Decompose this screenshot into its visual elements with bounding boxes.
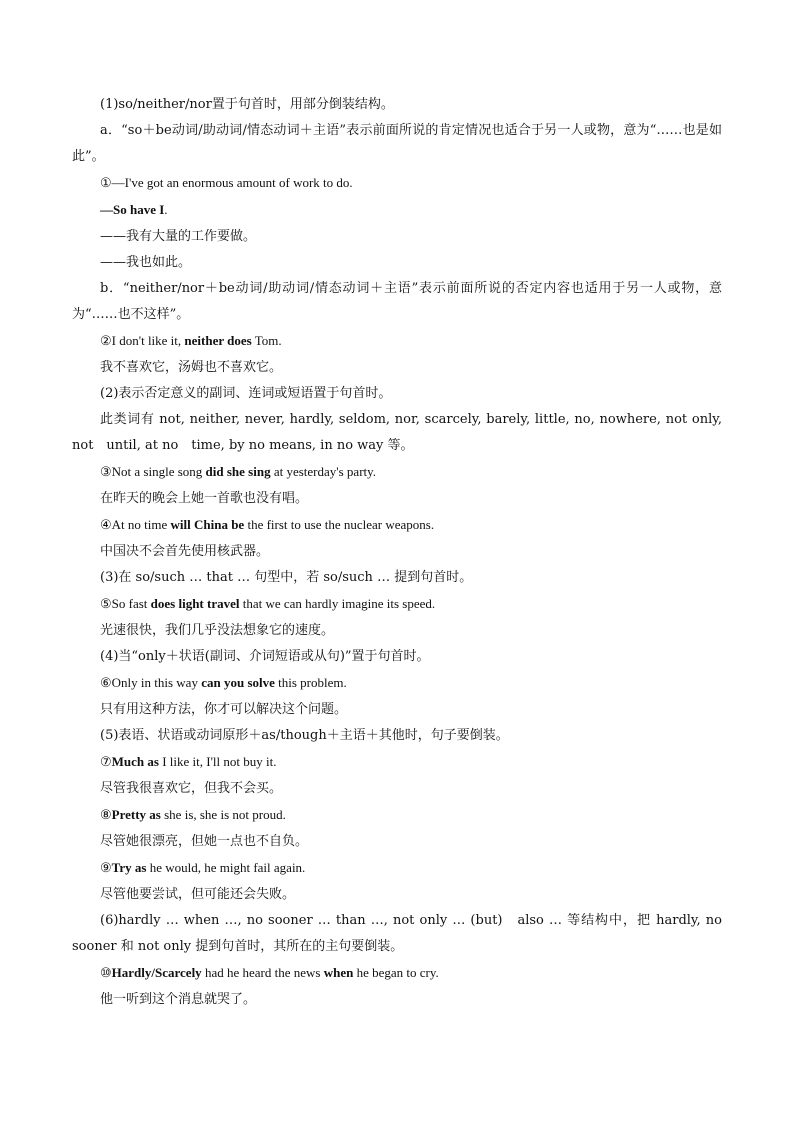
text-line: 尽管她很漂亮，但她一点也不自负。 [100,834,309,849]
text-fragment: had he heard the news [201,965,324,980]
text-fragment: Tom. [251,333,282,348]
text-line: 此类词有 not, neither, never, hardly, seldom, nor, scarcely, barely, little, no, nowhere, not only, not until, at no time, by no means, in no way 等。 [72,412,722,453]
text-fragment: he would, he might fail again. [146,860,306,875]
text-line [72,749,722,776]
bold-phrase: Much as [111,754,159,769]
bold-phrase: when [323,965,354,980]
text-line: (2)表示否定意义的副词、连词或短语置于句首时。 [100,386,392,401]
text-line: 在昨天的晚会上她一首歌也没有唱。 [100,491,309,506]
text-fragment: ⑩ [100,965,112,980]
text-line: (6)hardly … when …, no sooner … than …, not only … (but) also … 等结构中，把 hardly, no sooner 和 not only 提到句首时，其所在的主句要倒装。 [72,913,722,954]
text-line: 他一听到这个消息就哭了。 [100,992,257,1007]
text-line [72,670,722,697]
text-line: 中国决不会首先使用核武器。 [100,544,270,559]
text-line [72,170,722,197]
text-line: a．“so＋be动词/助动词/情态动词＋主语”表示前面所说的肯定情况也适合于另一人或物，意为“……也是如此”。 [72,123,722,164]
text-line [72,197,722,224]
text-fragment: she is, she is not proud. [160,807,286,822]
text-line: 尽管我很喜欢它，但我不会买。 [100,781,283,796]
bold-phrase: will China be [170,517,245,532]
text-line: (5)表语、状语或动词原形＋as/though＋主语＋其他时，句子要倒装。 [100,728,509,743]
text-line [72,960,722,987]
text-fragment: this problem. [274,675,347,690]
document-page [72,92,722,1013]
bold-phrase: Pretty as [111,807,161,822]
text-line: 我不喜欢它，汤姆也不喜欢它。 [100,360,283,375]
text-line [72,802,722,829]
text-fragment: ②I don't like it, [100,333,185,348]
text-fragment: at yesterday's party. [270,464,377,479]
text-line: 只有用这种方法，你才可以解决这个问题。 [100,702,348,717]
text-line: (4)当“only＋状语(副词、介词短语或从句)”置于句首时。 [100,649,430,664]
text-fragment: the first to use the nuclear weapons. [244,517,435,532]
text-fragment: ⑧ [100,807,112,822]
text-fragment: he began to cry. [353,965,439,980]
text-line: b．“neither/nor＋be动词/助动词/情态动词＋主语”表示前面所说的否定内容也适用于另一人或物，意为“……也不这样”。 [72,281,722,322]
text-fragment: ⑤So fast [100,596,151,611]
bold-phrase: Try as [111,860,147,875]
text-line [72,591,722,618]
text-line: ——我有大量的工作要做。 [100,229,257,244]
bold-phrase: did she sing [205,464,271,479]
bold-phrase: Hardly/Scarcely [111,965,202,980]
bold-phrase: —So have I [100,202,165,217]
text-line [72,459,722,486]
text-fragment: . [164,202,168,217]
text-fragment: ⑦ [100,754,112,769]
text-line [72,328,722,355]
bold-phrase: neither does [184,333,252,348]
text-line [72,855,722,882]
bold-phrase: does light travel [150,596,240,611]
text-fragment: ⑥Only in this way [100,675,202,690]
text-line: 尽管他要尝试，但可能还会失败。 [100,887,296,902]
bold-phrase: can you solve [201,675,275,690]
text-fragment: that we can hardly imagine its speed. [239,596,436,611]
text-line: (1)so/neither/nor置于句首时，用部分倒装结构。 [100,97,394,112]
text-line: ——我也如此。 [100,255,192,270]
text-line: 光速很快，我们几乎没法想象它的速度。 [100,623,335,638]
text-fragment: ⑨ [100,860,112,875]
text-fragment: ①—I've got an enormous amount of work to do. [100,175,353,190]
text-fragment: ④At no time [100,517,171,532]
text-line [72,512,722,539]
text-fragment: ③Not a single song [100,464,206,479]
text-line: (3)在 so/such … that … 句型中，若 so/such … 提到句首时。 [100,570,473,585]
text-fragment: I like it, I'll not buy it. [158,754,277,769]
